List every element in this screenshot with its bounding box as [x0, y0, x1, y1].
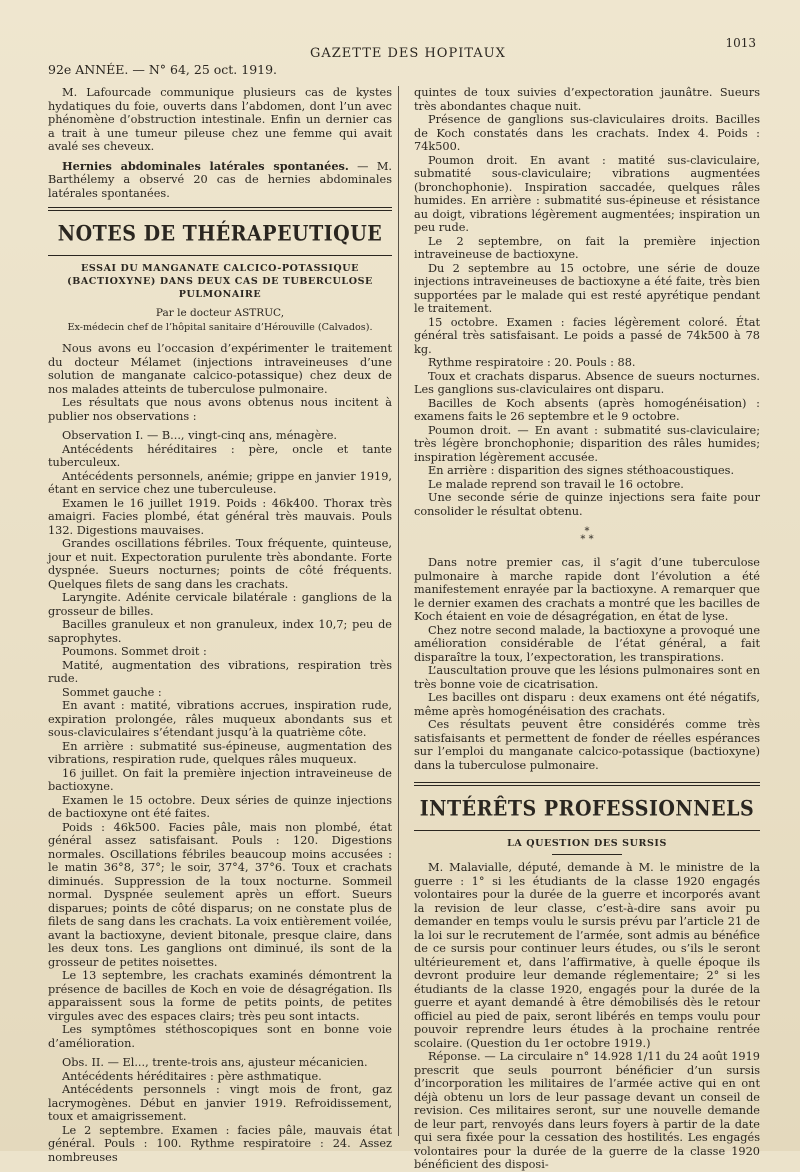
byline: Par le docteur ASTRUC,: [155, 307, 285, 319]
paragraph: Les résultats que nous avons obtenus nous incitent à publier nos observations :: [48, 396, 392, 423]
issue-info: 92e ANNÉE. — N° 64, 25 oct. 1919.: [48, 62, 278, 77]
paragraph: Les bacilles ont disparu : deux examens ont été négatifs, même après homogénéisation des crachats.: [414, 691, 760, 718]
paragraph: Antécédents héréditaires : père, oncle et tante tuberculeux.: [48, 442, 392, 469]
section-rule: [414, 782, 760, 786]
paragraph: Observation I. — B..., vingt-cinq ans, ménagère.: [62, 429, 337, 442]
affiliation: Ex-médecin chef de l’hôpital sanitaire d’Hérouville (Calvados).: [67, 321, 373, 333]
hernia-title: Hernies abdominales latérales spontanées.: [62, 158, 349, 173]
paragraph: Ces résultats peuvent être considérés comme très satisfaisants et permettent de fonder de réelles espérances sur l’emploi du manganate calcico-potassique (bactioxyne) dans la tuberculose pulmonaire.: [414, 718, 760, 772]
star: *: [584, 526, 590, 537]
paragraph: Le 13 septembre, les crachats examinés démontrent la présence de bacilles de Koch en voie de désagrégation. Ils apparaissent sous la forme de petits points, de petites virgules avec des espaces clairs; très peu sont intacts.: [48, 969, 392, 1023]
paragraph: Les symptômes stéthoscopiques sont en bonne voie d’amélioration.: [48, 1023, 392, 1050]
paragraph: Poumon droit. En avant : matité sus-claviculaire, submatité sous-claviculaire; vibrations augmentées (bronchophonie). Inspiration saccadée, quelques râles humides. En arrière : submatité sus-épineuse et résistance au doigt, vibrations légèrement augmentées; inspiration un peu rude.: [414, 153, 760, 234]
paragraph: Rythme respiratoire : 20. Pouls : 88.: [428, 356, 636, 369]
paragraph: Le 2 septembre, on fait la première injection intraveineuse de bactioxyne.: [414, 234, 760, 261]
paragraph: Antécédents personnels, anémie; grippe en janvier 1919, étant en service chez une tuberculeuse.: [48, 469, 392, 496]
short-rule: [552, 854, 622, 855]
section-break-stars: [414, 528, 760, 544]
page-number: 1013: [725, 36, 756, 50]
paragraph: Présence de ganglions sus-claviculaires droits. Bacilles de Koch constatés dans les crachats. Index 4. Poids : 74k500.: [414, 113, 760, 153]
paragraph: Obs. II. — El..., trente-trois ans, ajusteur mécanicien.: [62, 1056, 368, 1069]
paragraph: Nous avons eu l’occasion d’expérimenter le traitement du docteur Mélamet (injections intraveineuses d’une solution de manganate calcico-potassique) chez deux de nos malades atteints de tuberculose pulmonaire.: [48, 342, 392, 396]
paragraph: Le 2 septembre. Examen : facies pâle, mauvais état général. Pouls : 100. Rythme respiratoire : 24. Assez nombreuses: [48, 1123, 392, 1164]
paragraph: Poids : 46k500. Facies pâle, mais non plombé, état général assez satisfaisant. Pouls : 120. Digestions normales. Oscillations fébriles beaucoup moins accusées : le matin 36°8, 37°; le soir, 37°4, 37°6. Toux et crachats diminués. Suppression de la toux nocturne. Sommeil normal. Dyspnée seulement après un effort. Sueurs disparues; points de côté disparus; on ne constate plus de filets de sang dans les crachats. La voix entièrement voilée, avant la bactioxyne, devient bitonale, presque claire, dans les deux tons. Les ganglions ont diminué, ils sont de la grosseur de petites noisettes.: [48, 820, 392, 969]
paragraph: Bacilles de Koch absents (après homogénéisation) : examens faits le 26 septembre et le 9 octobre.: [414, 396, 760, 423]
journal-title: GAZETTE DES HOPITAUX: [310, 46, 506, 61]
paragraph: Toux et crachats disparus. Absence de sueurs nocturnes. Les ganglions sus-claviculaires ont disparu.: [414, 369, 760, 396]
paragraph: Du 2 septembre au 15 octobre, une série de douze injections intraveineuses de bactioxyne a été faite, très bien supportées par le malade qui est resté apyrétique pendant le traitement.: [414, 261, 760, 315]
title-rule: [414, 830, 760, 831]
section-title: INTÉRÊTS PROFESSIONNELS: [419, 796, 755, 822]
left-column: [48, 86, 392, 1164]
paragraph: En arrière : disparition des signes stéthoacoustiques.: [428, 464, 735, 477]
paragraph: M. Malavialle, député, demande à M. le ministre de la guerre : 1° si les étudiants de la classe 1920 engagés volontaires pour la durée de la guerre et incorporés avant la revision de leur classe, c’est-à-dire sans avoir pu demander en temps voulu le sursis prévu par l’article 21 de la loi sur le recrutement de l’armée, sont admis au bénéfice de ce sursis pour continuer leurs études, ou s’ils le seront ultérieurement et, dans l’affirmative, à quelle époque ils devront produire leur demande réglementaire; 2° si les étudiants de la classe 1920, engagés pour la durée de la guerre et ayant demandé à être démobilisés dès le retour officiel au pied de paix, seront libérés en temps voulu pour pouvoir reprendre leurs études à la prochaine rentrée scolaire. (Question du 1er octobre 1919.): [414, 861, 760, 1050]
title-rule: [48, 255, 392, 256]
paragraph: Chez notre second malade, la bactioxyne a provoqué une amélioration considérable de l’état général, a fait disparaître la toux, l’expectoration, les transpirations.: [414, 623, 760, 664]
paragraph: Antécédents héréditaires : père asthmatique.: [62, 1069, 322, 1083]
section-title: NOTES DE THÉRAPEUTIQUE: [57, 221, 383, 247]
article-title: ESSAI DU MANGANATE CALCICO-POTASSIQUE (BACTIOXYNE) DANS DEUX CAS DE TUBERCULOSE PULMONAIRE: [67, 263, 373, 300]
hernia-text: — M. Barthélemy a observé 20 cas de hernies abdominales latérales spontanées.: [48, 159, 392, 200]
paragraph: Réponse. — La circulaire n° 14.928 1/11 du 24 août 1919 prescrit que seuls pourront bénéficier d’un sursis d’incorporation les militaires de l’armée active qui en ont déjà obtenu un lors de leur passage devant un conseil de revision. Ces militaires seront, sur une nouvelle demande de leur part, renvoyés dans leurs foyers à partir de la date qui sera fixée pour la cessation des hostilités. Les engagés volontaires pour la durée de la guerre de la classe 1920 bénéficient des disposi-: [414, 1050, 760, 1171]
paragraph: 16 juillet. On fait la première injection intraveineuse de bactioxyne.: [48, 766, 392, 793]
paragraph: Laryngite. Adénite cervicale bilatérale : ganglions de la grosseur de billes.: [48, 591, 392, 618]
paragraph: Une seconde série de quinze injections sera faite pour consolider le résultat obtenu.: [414, 491, 760, 518]
paragraph: Grandes oscillations fébriles. Toux fréquente, quinteuse, jour et nuit. Expectoration purulente très abondante. Forte dyspnée. Sueurs nocturnes; points de côté fréquents. Quelques filets de sang dans les crachats.: [48, 537, 392, 591]
right-column: [414, 86, 760, 1172]
section-rule: [48, 207, 392, 211]
paragraph: Sommet gauche :: [62, 685, 162, 699]
page-header: [48, 36, 756, 77]
paragraph: Dans notre premier cas, il s’agit d’une tuberculose pulmonaire à marche rapide dont l’évolution a été manifestement enrayée par la bactioxyne. A remarquer que le dernier examen des crachats a montré que les bacilles de Koch étaient en voie de désagrégation, en état de lyse.: [414, 556, 760, 623]
column-divider: [398, 86, 399, 1136]
paragraph: Poumon droit. — En avant : submatité sus-claviculaire; très légère bronchophonie; disparition des râles humides; inspiration légèrement accusée.: [414, 423, 760, 464]
paragraph: Matité, augmentation des vibrations, respiration très rude.: [48, 658, 392, 685]
paragraph: Examen le 15 octobre. Deux séries de quinze injections de bactioxyne ont été faites.: [48, 793, 392, 820]
paragraph: Le malade reprend son travail le 16 octobre.: [428, 477, 684, 491]
paragraph: 15 octobre. Examen : facies légèrement coloré. État général très satisfaisant. Le poids a passé de 74k500 à 78 kg.: [414, 315, 760, 356]
paragraph: En avant : matité, vibrations accrues, inspiration rude, expiration prolongée, râles muqueux abondants sus et sous-claviculaires s’étendant jusqu’à la quatrième côte.: [48, 699, 392, 739]
paragraph: Examen le 16 juillet 1919. Poids : 46k400. Thorax très amaigri. Facies plombé, état général très mauvais. Pouls 132. Digestions mauvaises.: [48, 496, 392, 537]
paragraph: M. Lafourcade communique plusieurs cas de kystes hydatiques du foie, ouverts dans l’abdomen, dont l’un avec phénomène d’obstruction intestinale. Enfin un dernier cas a trait à une tumeur pileuse chez une femme qui avait avalé ses cheveux.: [48, 86, 392, 153]
stars-pair: * *: [580, 534, 594, 545]
paragraph: Poumons. Sommet droit :: [62, 645, 207, 658]
paragraph: L’auscultation prouve que les lésions pulmonaires sont en très bonne voie de cicatrisation.: [414, 664, 760, 691]
paragraph: Bacilles granuleux et non granuleux, index 10,7; peu de saprophytes.: [48, 618, 392, 645]
article-title: LA QUESTION DES SURSIS: [507, 838, 667, 849]
paragraph: Antécédents personnels : vingt mois de front, gaz lacrymogènes. Début en janvier 1919. Refroidissement, toux et amaigrissement.: [48, 1083, 392, 1123]
paragraph: quintes de toux suivies d’expectoration jaunâtre. Sueurs très abondantes chaque nuit.: [414, 86, 760, 113]
paragraph: En arrière : submatité sus-épineuse, augmentation des vibrations, respiration rude, quelques râles muqueux.: [48, 739, 392, 766]
paragraph: [48, 160, 392, 201]
